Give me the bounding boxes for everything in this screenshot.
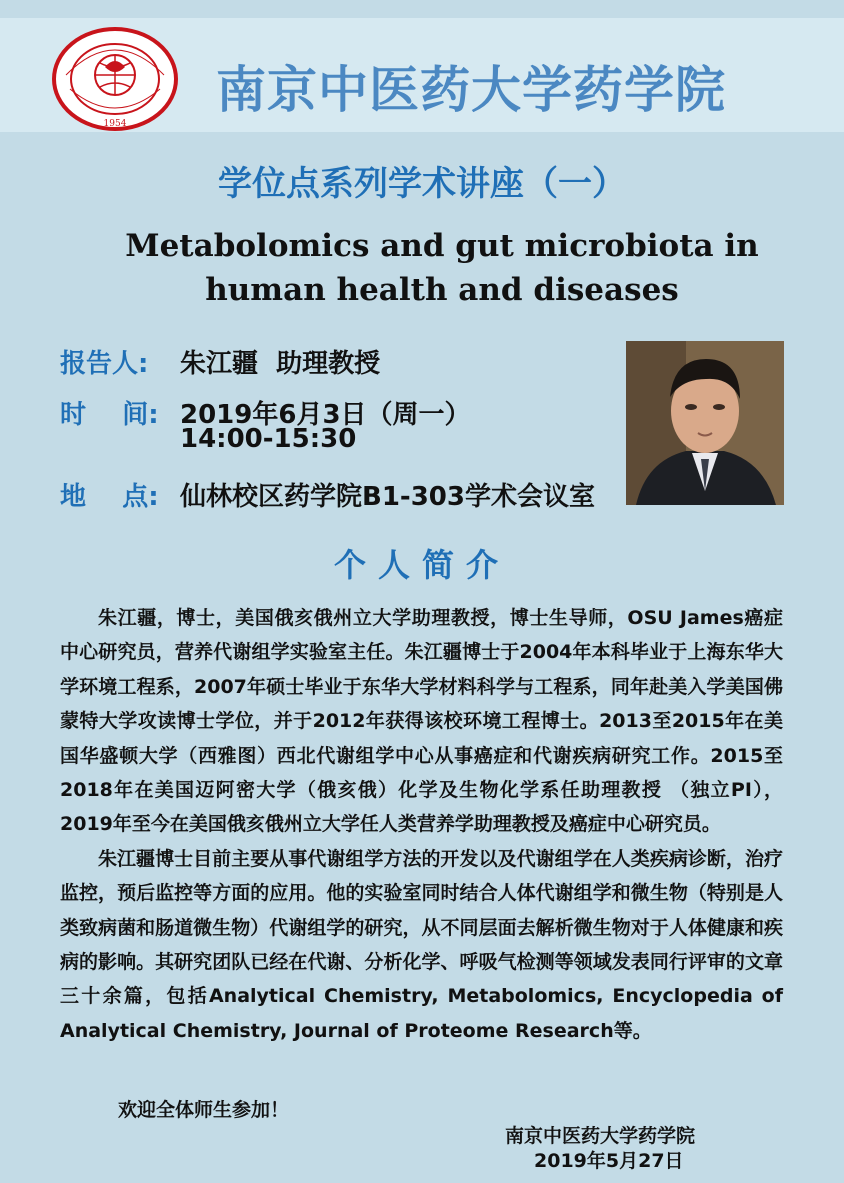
- signature-org: 南京中医药大学药学院: [505, 1125, 696, 1147]
- school-name: 南京中医药大学药学院: [216, 61, 726, 119]
- place-value: 仙林校区药学院B1-303学术会议室: [180, 482, 595, 512]
- speaker-photo: [626, 341, 784, 505]
- welcome-note: 欢迎全体师生参加！: [118, 1099, 290, 1121]
- lecture-series-title: 学位点系列学术讲座（一）: [218, 164, 626, 204]
- lecture-title-line2: human health and diseases: [205, 272, 679, 308]
- bio-section-title: 个人简介: [333, 546, 510, 584]
- time-label: 时 间:: [60, 400, 159, 430]
- lecture-title: [0, 224, 844, 312]
- bio-paragraph-2: 朱江疆博士目前主要从事代谢组学方法的开发以及代谢组学在人类疾病诊断，治疗监控，预后监控等方面的应用。他的实验室同时结合人体代谢组学和微生物（特别是人类致病菌和肠道微生物）代谢组学的研究，从不同层面去解析微生物对于人体健康和疾病的影响。其研究团队已经在代谢、分析化学、呼吸气检测等领域发表同行评审的文章三十余篇，包括Analytical Chemistry, Metabolomics, Encyclopedia of Analytical Chemistry, Journal of Proteome Research等。: [60, 847, 783, 1042]
- svg-text:1954: 1954: [103, 119, 127, 129]
- bio-text: [60, 601, 783, 1048]
- time-hours: 14:00-15:30: [180, 424, 357, 454]
- lecture-title-line1: Metabolomics and gut microbiota in: [125, 228, 759, 264]
- signature-date: 2019年5月27日: [534, 1150, 684, 1172]
- speaker-label: 报告人:: [60, 349, 149, 379]
- bio-paragraph-1: 朱江疆，博士，美国俄亥俄州立大学助理教授，博士生导师，OSU James癌症中心研究员，营养代谢组学实验室主任。朱江疆博士于2004年本科毕业于上海东华大学环境工程系，2007年硕士毕业于东华大学材料科学与工程系，同年赴美入学美国佛蒙特大学攻读博士学位，并于2012年获得该校环境工程博士。2013至2015年在美国华盛顿大学（西雅图）西北代谢组学中心从事癌症和代谢疾病研究工作。2015至2018年在美国迈阿密大学（俄亥俄）化学及生物化学系任助理教授 （独立PI），2019年至今在美国俄亥俄州立大学任人类营养学助理教授及癌症中心研究员。: [60, 607, 783, 836]
- place-label: 地 点:: [60, 482, 159, 512]
- speaker-value: 朱江疆 助理教授: [180, 349, 381, 379]
- university-seal-logo: [52, 27, 178, 131]
- time-date: 2019年6月3日（周一）: [180, 400, 471, 430]
